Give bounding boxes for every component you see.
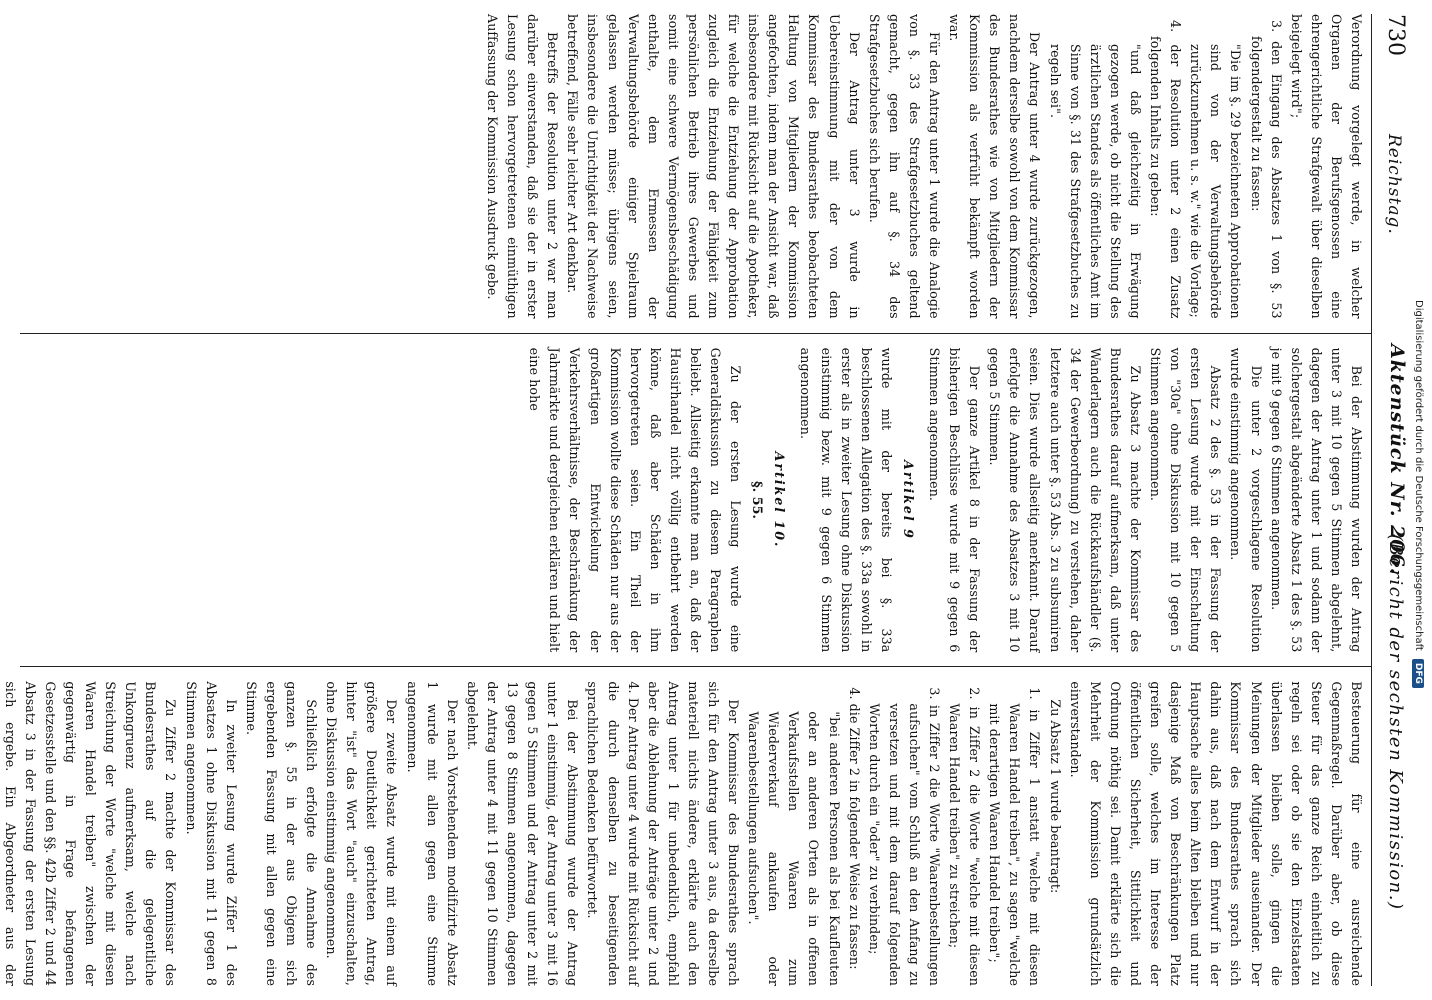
paragraph: Absatz 2 des §. 53 in der Fassung der ersten Lesung wurde mit der Einschaltung von "30a" ohne Diskussion mit 10 gegen 5 Stimmen angenommen.: [1148, 347, 1224, 653]
list-item: 4. der Resolution unter 2 einen Zusatz folgenden Inhalts zu geben:: [1148, 20, 1184, 319]
list-item: 3. in Ziffer 2 die Worte "Waarenbestellungen aufsuchen" vom Schluß an den Anfang zu versetzen und mit dem darauf folgenden Worten durch ein "oder" zu verbinden;: [866, 687, 943, 987]
text-columns: [2, 14, 1366, 987]
list-item: 1. in Ziffer 1 anstatt "welche mit diesen Waaren Handel treiben", zu sagen "welche mit derartigen Waaren Handel treiben";: [987, 687, 1043, 987]
paragraph: Die unter 2 vorgeschlagene Resolution wurde einstimmig angenommen.: [1228, 347, 1264, 653]
paragraph: Verordnung vorgelegt werde, in welcher Organen der Berufsgenossen eine ehrengerichtliche Strafgewalt über dieselben beigelegt wird";: [1288, 14, 1364, 319]
list-item: 3. den Eingang des Absatzes 1 von §. 53 folgendergestalt zu fassen:: [1248, 20, 1284, 319]
header-center-title: Aktenstück Nr. 206.: [1386, 344, 1408, 576]
column-divider: [20, 333, 1372, 334]
column-divider: [20, 666, 1372, 667]
column-middle: [20, 348, 1366, 653]
dfg-logo: DFG: [1413, 659, 1425, 688]
paragraph: Der ganze Artikel 8 in der Fassung der bisherigen Beschlüsse wurde mit 9 gegen 6 Stimmen angenommen.: [927, 347, 983, 653]
quotation: "bei anderen Personen als bei Kaufleuten oder an anderen Orten als in offenen Verkaufsstellen Waaren zum Wiederverkauf ankaufen oder Waarenbestellungen aufsuchen".: [746, 711, 842, 987]
section-heading: Artikel 9: [900, 460, 916, 540]
list-item: 2. in Ziffer 2 die Worte "welche mit diesen Waaren Handel treiben" zu streichen;: [947, 687, 983, 987]
section-heading: Artikel 10.: [772, 451, 788, 549]
column-left: [20, 14, 1366, 319]
credit-text: Digitalisierung gefördert durch die Deutsche Forschungsgemeinschaft: [1413, 300, 1424, 651]
paragraph: Der zweite Absatz wurde mit einem auf größere Deutlichkeit gerichteten Antrag, hinter "ist" das Wort "auch" einzuschalten, ohne Diskussion einstimmig angenommen.: [324, 681, 400, 987]
paragraph: Zu Absatz 1 wurde beantragt:: [1047, 699, 1063, 894]
paragraph: Bei der Abstimmung wurden der Antrag unter 3 mit 10 gegen 5 Stimmen abgelehnt, dagegen der Antrag unter 1 und sodann der solchergestalt abgeänderte Absatz 1 des §. 53 je mit 9 gegen 6 Stimmen angenommen.: [1268, 347, 1364, 653]
paragraph: wurde mit der bereits bei §. 33a beschlossenen Allegation des §. 33a sowohl in erster als in zweiter Lesung ohne Diskussion einstimmig bezw. mit 9 gegen 6 Stimmen angenommen.: [798, 347, 894, 653]
list-item: 4. die Ziffer 2 in folgender Weise zu fassen:: [846, 687, 862, 970]
column-right: [2, 681, 1366, 987]
page-number: 730: [1383, 14, 1408, 56]
section-subheading: §. 55.: [750, 481, 766, 519]
paragraph: Für den Antrag unter 1 wurde die Analogie von §. 33 des Strafgesetzbuches geltend gemacht, gegen ihn auf §. 34 des Strafgesetzbuches sich berufen.: [866, 14, 943, 319]
paragraph: Der Antrag unter 4 wurde zurückgezogen, nachdem derselbe sowohl von dem Kommissar des Bundesrathes wie von Mitgliedern der Kommission als verfrüht bekämpft worden war.: [947, 14, 1043, 319]
paragraph: In zweiter Lesung wurde Ziffer 1 des Absatzes 1 ohne Diskussion mit 11 gegen 8 Stimmen angenommen.: [183, 681, 239, 987]
paragraph: Der Antrag unter 3 wurde in Uebereinstimmung mit der von dem Kommissar des Bundesrathes beobachteten Haltung von Mitgliedern der Kommission angefochten, indem man der Ansicht war, daß insbesondere mit Rücksicht auf die Apotheker, für welche die Entziehung der Approbation zugleich die Entziehung der Fähigkeit zum persönlichen Betrieb ihres Gewerbes und somit eine schwere Vermögensbeschädigung enthalte, dem Ermessen der Verwaltungsbehörde einiger Spielraum gelassen werden müsse; übrigens seien, insbesondere die Unrichtigkeit der Nachweise betreffend, Fälle sehr leichter Art denkbar.: [565, 14, 862, 319]
paragraph: Zu Absatz 3 machte der Kommissar des Bundesrathes darauf aufmerksam, daß unter Wanderlagern auch die Rückkaufshändler (§. 34 der Gewerbeordnung) zu verstehen, daher letztere auch unter §. 53 Abs. 3 zu subsumiren seien. Dies wurde allseitig anerkannt. Darauf erfolgte die Annahme des Absatzes 3 mit 10 gegen 5 Stimmen.: [987, 347, 1143, 653]
paragraph: Besteuerung für eine ausreichende Gegenmaßregel. Darüber aber, ob diese Steuer für das ganze Reich einheitlich zu regeln sei oder ob sie den Einzelstaaten überlassen bleiben solle, gingen die Meinungen der Mitglieder auseinander. Der Kommissar des Bundesrathes sprach sich dahin aus, daß nach dem Entwurf in der Hauptsache alles beim Alten bleiben und nur dasjenige Maß von Beschränkungen Platz greifen solle, welches im Interesse der öffentlichen Sicherheit, Sittlichkeit und Ordnung nöthig sei. Damit erklärte sich die Mehrheit der Kommission grundsätzlich einverstanden.: [1067, 681, 1364, 987]
paragraph: Zu Ziffer 2 machte der Kommissar des Bundesrathes auf die gelegentliche Unkongruenz aufmerksam, welche nach Streichung der Worte "welche mit diesen Waaren Handel treiben" zwischen der gegenwärtig in Frage befangenen Gesetzesstelle und den §§. 42b Ziffer 2 und 44 Absatz 3 in der Fassung der ersten Lesung sich ergebe. Ein Abgeordneter aus der: [2, 681, 179, 987]
paragraph: Der Kommissar des Bundesrathes sprach sich für den Antrag unter 3 aus, da derselbe materiell nichts ändere, erklärte auch den Antrag unter 1 für unbedenklich, empfahl aber die Ablehnung der Anträge unter 2 und 4. Der Antrag unter 4 wurde mit Rücksicht auf die durch denselben zu beseitigenden sprachlichen Bedenken befürwortet.: [585, 681, 742, 987]
quotation: "und daß gleichzeitig in Erwägung gezogen werde, ob nicht die Stellung des ärztlichen Standes als öffentliches Amt im Sinne von §. 31 des Strafgesetzbuches zu regeln sei".: [1047, 44, 1143, 319]
digitization-credit: [1405, 0, 1432, 1000]
header-right-title: (Bericht der sechsten Kommission.): [1385, 534, 1406, 911]
paragraph: Zu der ersten Lesung wurde eine Generaldiskussion zu diesem Paragraphen beliebt. Allseitig erkannte man an, daß der Hausirhandel nicht völlig entbehrt werden könne, daß aber Schäden in ihm hervorgetreten seien. Ein Theil der Kommission wollte diese Schäden nur aus der großartigen Entwickelung der Verkehrsverhältnisse, der Beschränkung der Jahrmärkte und dergleichen erklären und hielt eine hohe: [527, 347, 744, 653]
header-left-title: Reichstag.: [1384, 134, 1404, 235]
paragraph: Bei der Abstimmung wurde der Antrag unter 1 einstimmig, der Antrag unter 3 mit 16 gegen 5 Stimmen und der Antrag unter 2 mit 13 gegen 8 Stimmen angenommen, dagegen der Antrag unter 4 mit 11 gegen 10 Stimmen abgelehnt.: [464, 681, 581, 987]
paragraph: Der nach Vorstehendem modifizirte Absatz 1 wurde mit allen gegen eine Stimme angenommen.: [404, 681, 460, 987]
paragraph: Schließlich erfolgte die Annahme des ganzen §. 55 in der aus Obigem sich ergebenden Fassung mit allen gegen eine Stimme.: [243, 681, 320, 987]
paragraph: Betreffs der Resolution unter 2 war man darüber einverstanden, daß sie der in erster Lesung schon hervorgetretenen einmüthigen Auffassung der Kommission Ausdruck gebe.: [484, 14, 561, 319]
quotation: "Die im §. 29 bezeichneten Approbationen sind von der Verwaltungsbehörde zurückzunehmen u. s. w." wie die Vorlage;: [1188, 44, 1244, 319]
